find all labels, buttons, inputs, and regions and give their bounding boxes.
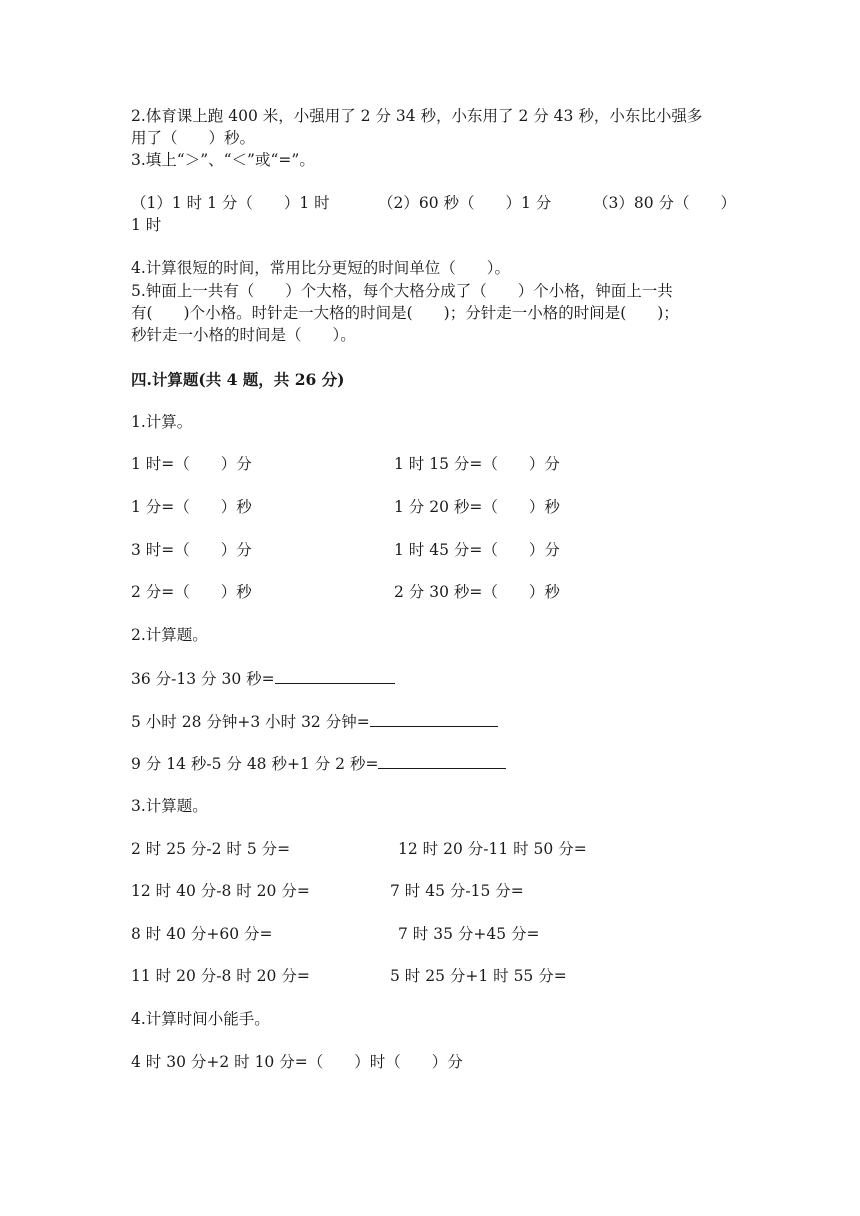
fill-q5-line3: 秒针走一小格的时间是（ ）。	[131, 326, 356, 344]
calc-q2-expression: 36 分-13 分 30 秒=	[131, 670, 275, 688]
calc-q4-title: 4.计算时间小能手。	[131, 1010, 270, 1028]
answer-line	[378, 752, 506, 769]
calc-q3-title: 3.计算题。	[131, 797, 208, 815]
answer-line	[370, 710, 498, 727]
calc-q1-item: 1 分=（ ）秒	[131, 498, 252, 516]
fill-q5-line2: 有( )个小格。时针走一大格的时间是( )；分针走一小格的时间是( )；	[131, 304, 679, 322]
fill-q3-item3-cont: 1 时	[131, 216, 162, 234]
fill-q2-line2: 用了（ ）秒。	[131, 129, 256, 147]
calc-q2-expression: 9 分 14 秒-5 分 48 秒+1 分 2 秒=	[131, 755, 379, 773]
calc-q3-item: 7 时 35 分+45 分=	[398, 925, 540, 943]
calc-q2-item	[131, 752, 506, 775]
calc-q1-item: 1 分 20 秒=（ ）秒	[394, 498, 560, 516]
fill-q5-line1: 5.钟面上一共有（ ）个大格，每个大格分成了（ ）个小格，钟面上一共	[131, 282, 673, 300]
calc-q3-item: 12 时 40 分-8 时 20 分=	[131, 882, 310, 900]
fill-q3-item2: （2）60 秒（ ）1 分	[378, 194, 552, 212]
calc-q2-expression: 5 小时 28 分钟+3 小时 32 分钟=	[131, 713, 370, 731]
calc-q3-item: 2 时 25 分-2 时 5 分=	[131, 840, 291, 858]
calc-q3-item: 12 时 20 分-11 时 50 分=	[398, 840, 587, 858]
calc-q3-item: 7 时 45 分-15 分=	[390, 882, 524, 900]
calc-q1-item: 2 分=（ ）秒	[131, 583, 252, 601]
calc-q2-title: 2.计算题。	[131, 626, 208, 644]
calc-q2-item	[131, 667, 395, 690]
fill-q3-item1: （1）1 时 1 分（ ）1 时	[131, 194, 330, 212]
calc-q4-item: 4 时 30 分+2 时 10 分=（ ）时（ ）分	[131, 1053, 463, 1071]
calc-q3-item: 11 时 20 分-8 时 20 分=	[131, 967, 310, 985]
calc-q3-item: 8 时 40 分+60 分=	[131, 925, 273, 943]
calc-q1-item: 1 时 45 分=（ ）分	[394, 541, 560, 559]
calc-q1-item: 1 时=（ ）分	[131, 455, 252, 473]
fill-q3-item3: （3）80 分（ ）	[593, 194, 737, 212]
calc-q1-item: 3 时=（ ）分	[131, 541, 252, 559]
fill-q3-title: 3.填上“＞”、“＜”或“=”。	[131, 151, 315, 169]
calc-q1-item: 2 分 30 秒=（ ）秒	[394, 583, 560, 601]
section-heading: 四.计算题(共 4 题，共 26 分)	[131, 370, 345, 389]
calc-q1-title: 1.计算。	[131, 413, 193, 431]
answer-line	[275, 667, 395, 684]
calc-q3-item: 5 时 25 分+1 时 55 分=	[390, 967, 567, 985]
fill-q2-line1: 2.体育课上跑 400 米，小强用了 2 分 34 秒，小东用了 2 分 43 秒，小东比小强多	[131, 107, 703, 125]
calc-q1-item: 1 时 15 分=（ ）分	[394, 455, 560, 473]
fill-q4: 4.计算很短的时间，常用比分更短的时间单位（ ）。	[131, 259, 511, 277]
calc-q2-item	[131, 710, 498, 733]
